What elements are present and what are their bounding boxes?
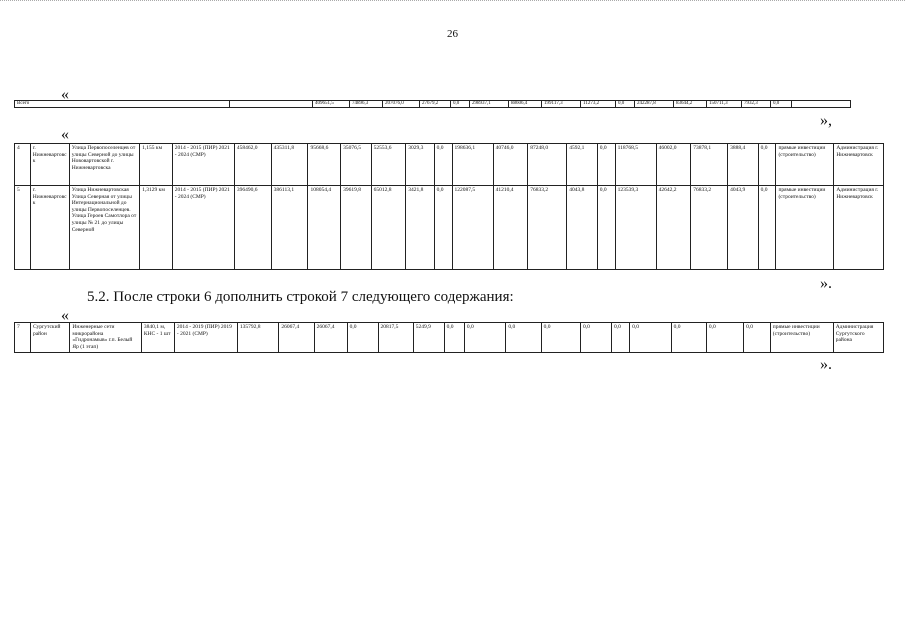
total-table bbox=[14, 100, 851, 108]
row-value: 0,0 bbox=[434, 186, 452, 270]
row7-table bbox=[14, 322, 884, 353]
row-num: 7 bbox=[15, 323, 31, 353]
table-row bbox=[15, 144, 884, 186]
table-row bbox=[15, 186, 884, 270]
row-value: 42642,2 bbox=[656, 186, 691, 270]
row-value: 123539,3 bbox=[615, 186, 656, 270]
row-value: 20817,5 bbox=[378, 323, 413, 353]
row-value: 0,0 bbox=[758, 144, 776, 186]
row-name: Инженерные сети микрорайона «Гидронамыв» г.п. Белый Яр (1 этап) bbox=[70, 323, 141, 353]
row-num: 5 bbox=[15, 186, 31, 270]
row-value: 458462,0 bbox=[234, 144, 271, 186]
row-value: 3888,4 bbox=[728, 144, 759, 186]
row-value: 135792,8 bbox=[237, 323, 279, 353]
row-value: 0,0 bbox=[434, 144, 452, 186]
row-locality: г. Нижневартовск bbox=[30, 186, 69, 270]
close-quote-1: », bbox=[820, 112, 832, 129]
row-value: 0,0 bbox=[541, 323, 580, 353]
total-cell: 298937,1 bbox=[470, 101, 509, 108]
row-value: 87248,0 bbox=[528, 144, 567, 186]
row-value: 0,0 bbox=[506, 323, 541, 353]
row-customer: Администрация г. Нижневартовск bbox=[834, 144, 884, 186]
open-quote-2: « bbox=[61, 126, 69, 143]
row-value: 76833,2 bbox=[528, 186, 567, 270]
row-value: 26067,4 bbox=[314, 323, 347, 353]
total-label: Всего bbox=[15, 101, 230, 108]
total-cell: 409651,5 bbox=[313, 101, 350, 108]
close-quote-3: ». bbox=[820, 356, 832, 373]
row-kind: прямые инвестиции (строительство) bbox=[770, 323, 833, 353]
row-value: 0,0 bbox=[581, 323, 612, 353]
row-value: 0,0 bbox=[671, 323, 706, 353]
row-years: 2014 - 2015 (ПИР) 2021 - 2024 (СМР) bbox=[172, 186, 234, 270]
total-empty bbox=[230, 101, 313, 108]
row-value: 0,0 bbox=[758, 186, 776, 270]
row-value: 0,0 bbox=[611, 323, 629, 353]
row-value: 0,0 bbox=[444, 323, 464, 353]
row-value: 35076,5 bbox=[341, 144, 372, 186]
total-cell: 0,0 bbox=[771, 101, 792, 108]
row-value: 118768,5 bbox=[615, 144, 656, 186]
row-value: 0,0 bbox=[597, 186, 615, 270]
total-row bbox=[15, 101, 851, 108]
total-cell: 0,0 bbox=[616, 101, 635, 108]
row-kind: прямые инвестиции (строительство) bbox=[776, 144, 834, 186]
row-value: 0,0 bbox=[597, 144, 615, 186]
total-cell: 74896,3 bbox=[350, 101, 383, 108]
row-value: 65012,8 bbox=[371, 186, 406, 270]
row-value: 108054,4 bbox=[308, 186, 341, 270]
row-value: 46002,0 bbox=[656, 144, 691, 186]
row-value: 198636,1 bbox=[452, 144, 493, 186]
close-quote-2: ». bbox=[820, 275, 832, 292]
row-value: 41210,4 bbox=[493, 186, 528, 270]
rows-table bbox=[14, 143, 884, 270]
row-value: 40746,0 bbox=[493, 144, 528, 186]
table-row bbox=[15, 323, 884, 353]
row-num: 4 bbox=[15, 144, 31, 186]
row-kind: прямые инвестиции (строительство) bbox=[776, 186, 834, 270]
row-value: 4043,9 bbox=[728, 186, 759, 270]
row-value: 122087,5 bbox=[452, 186, 493, 270]
page-number: 26 bbox=[447, 28, 458, 40]
total-cell: 83644,2 bbox=[674, 101, 707, 108]
row-capacity: 3840,1 м, КНС - 1 шт bbox=[141, 323, 174, 353]
row-value: 0,0 bbox=[630, 323, 672, 353]
row-years: 2014 - 2019 (ПИР) 2019 - 2021 (СМР) bbox=[174, 323, 237, 353]
row-value: 76833,2 bbox=[691, 186, 728, 270]
row-name: Улица Первопоселенцев от улицы Северной до улицы Нововартовской г. Нижневартовска bbox=[69, 144, 139, 186]
row-value: 386113,1 bbox=[271, 186, 308, 270]
total-cell: 88606,4 bbox=[509, 101, 542, 108]
row-years: 2014 - 2015 (ПИР) 2021 - 2024 (СМР) bbox=[172, 144, 234, 186]
row-customer: Администрация Сургутского района bbox=[833, 323, 883, 353]
total-cell: 27679,2 bbox=[420, 101, 451, 108]
row-name: Улица Нижневартовская Улица Северная от улицы Интернациональной до улицы Первопоселенцев. Улица Героев Самотлора от улицы № 21 до улицы Северной bbox=[69, 186, 139, 270]
row-value: 4592,1 bbox=[567, 144, 598, 186]
row-value: 52553,6 bbox=[371, 144, 406, 186]
row-capacity: 1,155 км bbox=[140, 144, 173, 186]
row-value: 0,0 bbox=[347, 323, 378, 353]
row-value: 95668,6 bbox=[308, 144, 341, 186]
row-value: 0,0 bbox=[464, 323, 506, 353]
open-quote-1: « bbox=[61, 86, 69, 103]
page-top-border bbox=[0, 0, 905, 3]
row-value: 39619,8 bbox=[341, 186, 372, 270]
total-empty bbox=[792, 101, 851, 108]
total-cell: 199117,3 bbox=[542, 101, 581, 108]
row-capacity: 1,3129 км bbox=[140, 186, 173, 270]
row-value: 26067,4 bbox=[279, 323, 314, 353]
open-quote-3: « bbox=[61, 307, 69, 324]
row-value: 4043,8 bbox=[567, 186, 598, 270]
row-value: 0,0 bbox=[744, 323, 771, 353]
row-locality: г. Нижневартовск bbox=[30, 144, 69, 186]
row-value: 3029,3 bbox=[406, 144, 434, 186]
total-cell: 0,0 bbox=[451, 101, 470, 108]
total-cell: 7932,3 bbox=[742, 101, 771, 108]
total-cell: 242287,8 bbox=[635, 101, 674, 108]
row-value: 73878,1 bbox=[691, 144, 728, 186]
total-cell: 11273,2 bbox=[581, 101, 616, 108]
row-locality: Сургутский район bbox=[30, 323, 69, 353]
row-value: 435311,8 bbox=[271, 144, 308, 186]
row-customer: Администрация г. Нижневартовск bbox=[834, 186, 884, 270]
row-value: 5249,9 bbox=[413, 323, 444, 353]
row-value: 396490,6 bbox=[234, 186, 271, 270]
row-value: 0,0 bbox=[706, 323, 743, 353]
row-value: 3421,8 bbox=[406, 186, 434, 270]
total-cell: 150711,3 bbox=[707, 101, 742, 108]
total-cell: 207076,0 bbox=[383, 101, 420, 108]
section-heading: 5.2. После строки 6 дополнить строкой 7 следующего содержания: bbox=[87, 289, 514, 305]
